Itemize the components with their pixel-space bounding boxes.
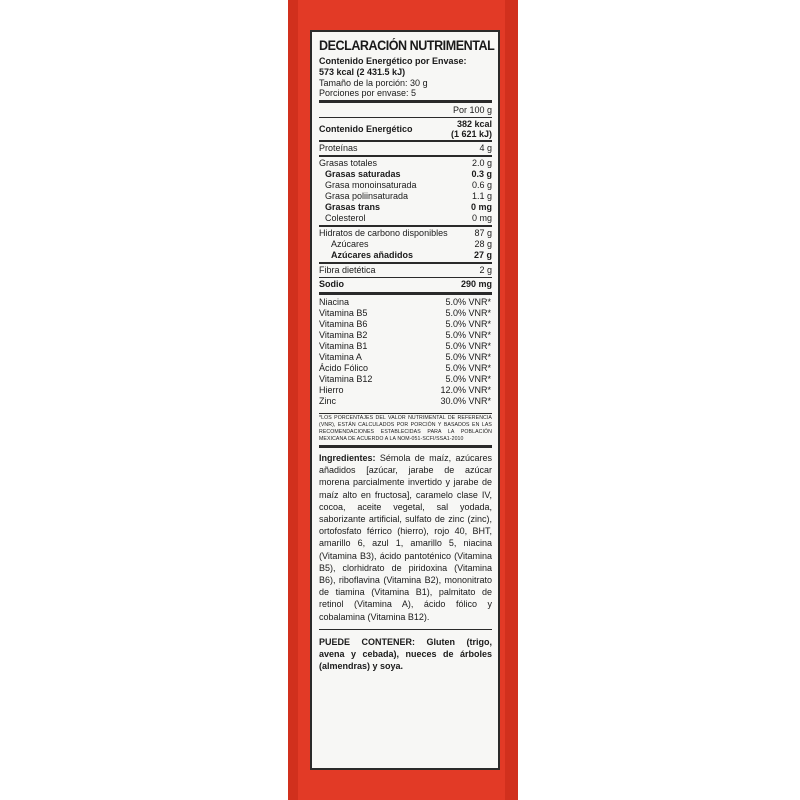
vitamin-name: Niacina xyxy=(319,297,350,307)
fiber-value: 2 g xyxy=(479,265,492,275)
ingredients-label: Ingredientes: xyxy=(319,453,376,463)
protein-label: Proteínas xyxy=(319,143,358,153)
carb-row xyxy=(319,250,492,261)
carb-row xyxy=(319,239,492,250)
vitamin-row xyxy=(319,385,492,396)
servings-per-package: Porciones por envase: 5 xyxy=(319,88,417,98)
divider xyxy=(319,445,492,448)
vitamin-value: 5.0% VNR* xyxy=(445,308,491,318)
package-right-edge xyxy=(505,0,518,800)
may-contain-text: Gluten (trigo, avena y cebada), nueces de árboles (almendras) y soya. xyxy=(319,636,492,672)
fat-row xyxy=(319,158,492,169)
vitamin-row xyxy=(319,352,492,363)
label-title: DECLARACIÓN NUTRIMENTAL xyxy=(319,38,495,53)
fat-label: Grasa poliinsaturada xyxy=(325,191,409,201)
divider xyxy=(319,277,492,278)
divider xyxy=(319,413,492,414)
vitamin-value: 5.0% VNR* xyxy=(445,297,491,307)
vitamin-row xyxy=(319,319,492,330)
divider xyxy=(319,100,492,103)
nutrition-label xyxy=(310,30,500,770)
fat-value: 0.3 g xyxy=(471,169,492,179)
energy-row xyxy=(319,119,492,139)
vitamin-name: Vitamina B5 xyxy=(319,308,368,318)
vnr-footnote: *LOS PORCENTAJES DEL VALOR NUTRIMENTAL DE REFERENCIA (VNR), ESTÁN CALCULADOS POR PORCIÓN Y BASADOS EN LAS RECOMENDACIONES ESTABLECIDAS PARA LA POBLACIÓN MEXICANA DE ACUERDO A LA NOM-051-SCFI/SSA1-2010 xyxy=(319,415,492,442)
vitamin-value: 5.0% VNR* xyxy=(445,330,491,340)
divider xyxy=(319,117,492,118)
carb-row xyxy=(319,228,492,239)
vitamin-name: Vitamina B6 xyxy=(319,319,368,329)
vitamin-value: 5.0% VNR* xyxy=(445,363,491,373)
energy-kcal: 382 kcal xyxy=(456,119,492,129)
divider xyxy=(319,262,492,264)
ingredients xyxy=(319,452,492,623)
fat-row xyxy=(319,180,492,191)
sodium-value: 290 mg xyxy=(460,279,492,289)
vitamin-name: Hierro xyxy=(319,385,344,395)
vitamin-name: Vitamina B2 xyxy=(319,330,368,340)
per100-header: Por 100 g xyxy=(452,105,492,115)
carb-label: Azúcares xyxy=(331,239,369,249)
energy-label: Contenido Energético xyxy=(319,123,413,134)
fat-row xyxy=(319,191,492,202)
fat-label: Grasas trans xyxy=(325,202,381,212)
sodium-label: Sodio xyxy=(319,279,344,289)
vitamin-row xyxy=(319,297,492,308)
vitamin-value: 5.0% VNR* xyxy=(445,341,491,351)
fat-value: 0 mg xyxy=(470,202,492,212)
fat-value: 0.6 g xyxy=(471,180,492,190)
protein-value: 4 g xyxy=(479,143,492,153)
package-left-edge xyxy=(288,0,298,800)
vitamin-value: 5.0% VNR* xyxy=(445,319,491,329)
carb-value: 87 g xyxy=(474,228,492,238)
divider xyxy=(319,292,492,295)
vitamin-name: Zinc xyxy=(319,396,337,406)
divider xyxy=(319,140,492,142)
fat-row xyxy=(319,169,492,180)
fat-label: Colesterol xyxy=(325,213,366,223)
ingredients-text: Sémola de maíz, azúcares añadidos [azúcar, jarabe de azúcar morena parcialmente invertido y jarabe de maíz alto en fructosa], caramelo clase IV, cocoa, aceite vegetal, sal yodada, saborizante artificial, sulfato de zinc (zinc), ortofosfato férrico (hierro), rojo 40, BHT, amarillo 6, azul 1, amarillo 5, niacina (Vitamina B3), ácido pantoténico (Vitamina B5), clorhidrato de piridoxina (Vitamina B6), riboflavina (Vitamina B2), mononitrato de tiamina (Vitamina B1), palmitato de retinol (Vitamina A), ácido fólico y cobalamina (Vitamina B12). xyxy=(319,453,492,622)
vitamin-row xyxy=(319,374,492,385)
fat-value: 2.0 g xyxy=(471,158,492,168)
sodium-row xyxy=(319,279,492,290)
carb-label: Azúcares añadidos xyxy=(331,250,414,260)
vitamin-row xyxy=(319,341,492,352)
carb-value: 27 g xyxy=(473,250,492,260)
divider xyxy=(319,225,492,227)
vitamin-name: Ácido Fólico xyxy=(319,363,369,373)
carb-label: Hidratos de carbono disponibles xyxy=(319,228,448,238)
carb-value: 28 g xyxy=(474,239,492,249)
vitamin-name: Vitamina B1 xyxy=(319,341,368,351)
per100-header-row xyxy=(319,105,492,116)
energy-value xyxy=(451,119,492,139)
may-contain xyxy=(319,636,492,673)
divider xyxy=(319,155,492,157)
fiber-label: Fibra dietética xyxy=(319,265,376,275)
vitamin-row xyxy=(319,396,492,407)
energy-per-package-label: Contenido Energético por Envase: xyxy=(319,56,467,66)
fat-label: Grasas saturadas xyxy=(325,169,401,179)
fat-label: Grasa monoinsaturada xyxy=(325,180,417,190)
fat-label: Grasas totales xyxy=(319,158,378,168)
vitamin-row xyxy=(319,363,492,374)
serving-size: Tamaño de la porción: 30 g xyxy=(319,78,428,88)
vitamin-name: Vitamina A xyxy=(319,352,362,362)
fat-row xyxy=(319,202,492,213)
vitamin-name: Vitamina B12 xyxy=(319,374,373,384)
fat-value: 1.1 g xyxy=(471,191,492,201)
fat-value: 0 mg xyxy=(471,213,492,223)
divider xyxy=(319,629,492,630)
vitamin-value: 5.0% VNR* xyxy=(445,352,491,362)
vitamin-value: 12.0% VNR* xyxy=(440,385,491,395)
protein-row xyxy=(319,143,492,154)
vitamin-value: 30.0% VNR* xyxy=(440,396,491,406)
fiber-row xyxy=(319,265,492,276)
energy-kj: (1 621 kJ) xyxy=(450,129,492,139)
fat-row xyxy=(319,213,492,224)
vitamin-row xyxy=(319,330,492,341)
vitamin-value: 5.0% VNR* xyxy=(445,374,491,384)
may-contain-label: PUEDE CONTENER: xyxy=(319,636,415,647)
vitamin-row xyxy=(319,308,492,319)
energy-per-package-value: 573 kcal (2 431.5 kJ) xyxy=(319,67,406,77)
